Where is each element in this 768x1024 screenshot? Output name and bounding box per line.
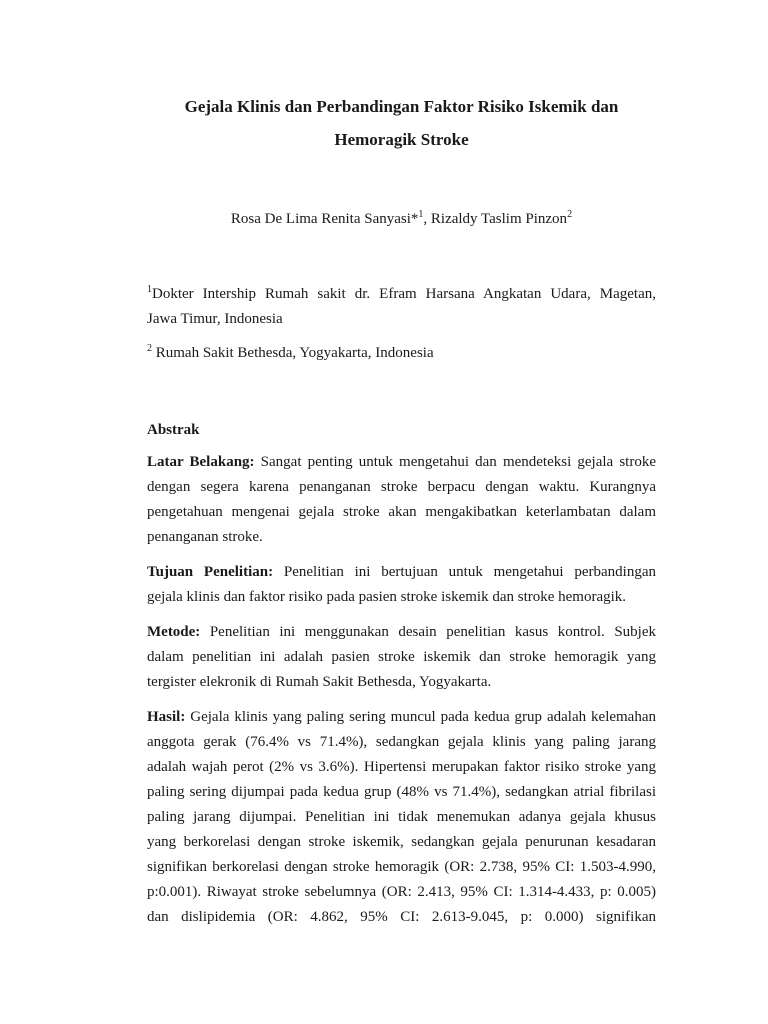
paragraph-line: anggota gerak (76.4% vs 71.4%), sedangkan gejala klinis yang paling jarang: [147, 734, 656, 750]
affiliation-2: [147, 341, 656, 366]
abstract-methods: [147, 620, 656, 695]
author-2-affil-mark: 2: [567, 209, 573, 220]
author-separator: ,: [423, 211, 431, 227]
paragraph-line: pengetahuan mengenai gejala stroke akan mengakibatkan keterlambatan dalam: [147, 504, 656, 520]
paragraph-line: dalam penelitian ini adalah pasien stroke iskemik dan stroke hemoragik yang: [147, 649, 656, 665]
paragraph-line: p:0.001). Riwayat stroke sebelumnya (OR: 2.413, 95% CI: 1.314-4.433, p: 0.005): [147, 884, 656, 900]
paragraph-line: paling sering dijumpai pada kedua grup (48% vs 71.4%), sedangkan atrial fibrilasi: [147, 784, 656, 800]
paragraph-line: Metode: Penelitian ini menggunakan desain penelitian kasus kontrol. Subjek: [147, 624, 656, 640]
section-label: Hasil:: [147, 709, 186, 725]
section-label: Metode:: [147, 624, 201, 640]
paragraph-line: Hasil: Gejala klinis yang paling sering muncul pada kedua grup adalah kelemahan: [147, 709, 656, 725]
title-line-2: Hemoragik Stroke: [334, 130, 469, 149]
affiliation-1-line-2: Jawa Timur, Indonesia: [147, 311, 283, 327]
paragraph-line: dan dislipidemia (OR: 4.862, 95% CI: 2.613-9.045, p: 0.000) signifikan: [147, 909, 656, 925]
abstract-background: [147, 450, 656, 550]
paragraph-line: Latar Belakang: Sangat penting untuk mengetahui dan mendeteksi gejala stroke: [147, 454, 656, 470]
affiliation-1-mark: 1: [147, 284, 152, 295]
author-list: [147, 211, 656, 228]
affiliation-1: [147, 282, 656, 332]
paragraph-line: tergister elekronik di Rumah Sakit Bethesda, Yogyakarta.: [147, 674, 492, 690]
paragraph-line: yang berkorelasi dengan stroke iskemik, sedangkan gejala penurunan kesadaran: [147, 834, 656, 850]
author-1-affil-mark: 1: [418, 209, 424, 220]
section-label: Latar Belakang:: [147, 454, 255, 470]
paragraph-line: paling jarang dijumpai. Penelitian ini tidak menemukan adanya gejala khusus: [147, 809, 656, 825]
paragraph-line: penanganan stroke.: [147, 529, 263, 545]
author-1: Rosa De Lima Renita Sanyasi*: [230, 211, 419, 227]
affiliation-2-mark: 2: [147, 343, 152, 354]
affiliation-2-line-1: $^2$ Rumah Sakit Bethesda, Yogyakarta, Indonesia: [147, 343, 434, 361]
paragraph-line: adalah wajah perot (2% vs 3.6%). Hipertensi merupakan faktor risiko stroke yang: [147, 759, 656, 775]
paragraph-line: gejala klinis dan faktor risiko pada pasien stroke iskemik dan stroke hemoragik.: [147, 589, 627, 605]
abstract-objective: [147, 560, 656, 610]
abstract-results: [147, 705, 656, 930]
section-label: Tujuan Penelitian:: [147, 564, 274, 580]
paragraph-line: Tujuan Penelitian: Penelitian ini bertujuan untuk mengetahui perbandingan: [147, 564, 656, 580]
paragraph-line: signifikan berkorelasi dengan stroke hemoragik (OR: 2.738, 95% CI: 1.503-4.990,: [147, 859, 656, 875]
affiliation-1-line-1: $^1$Dokter Intership Rumah sakit dr. Efram Harsana Angkatan Udara, Magetan,: [147, 284, 656, 302]
abstract-heading: Abstrak: [147, 422, 200, 438]
title-line-1: Gejala Klinis dan Perbandingan Faktor Risiko Iskemik dan: [184, 97, 619, 116]
paper-title: [147, 0, 656, 156]
author-2: Rizaldy Taslim Pinzon: [430, 211, 568, 227]
paragraph-line: dengan segera karena penanganan stroke berpacu dengan waktu. Kurangnya: [147, 479, 656, 495]
